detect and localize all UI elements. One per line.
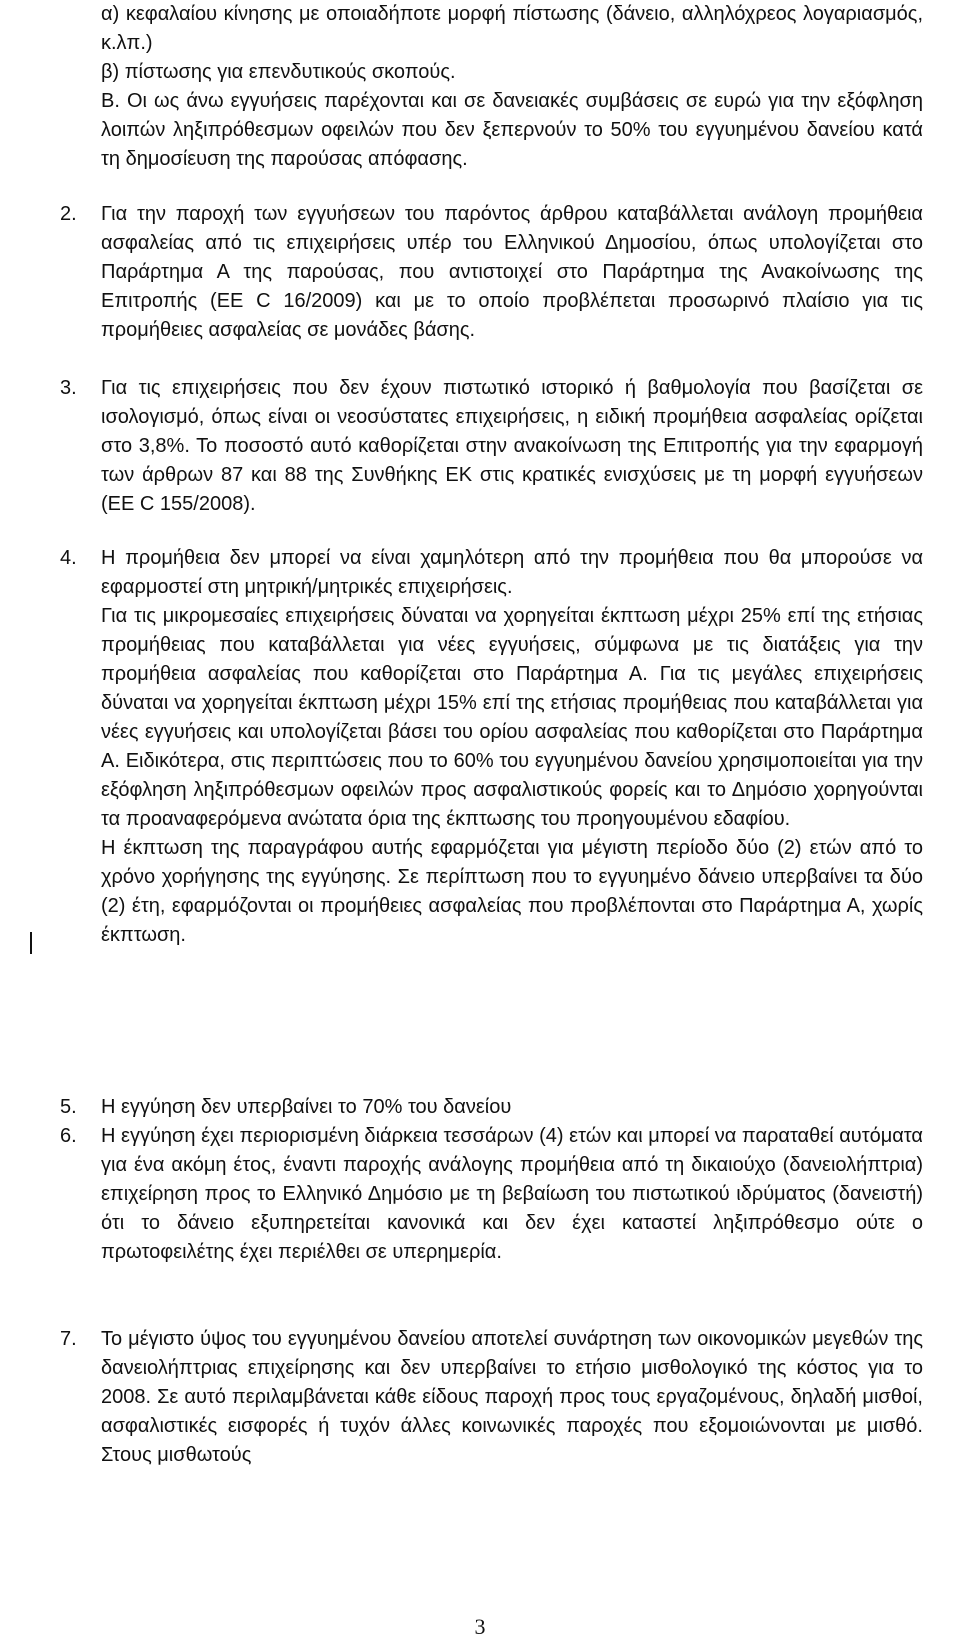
item-number-3: 3. (60, 377, 77, 399)
item-number-6: 6. (60, 1125, 77, 1147)
change-bar-marker (30, 932, 32, 954)
item-number-4: 4. (60, 547, 77, 569)
item-4-paragraph-1: Η προμήθεια δεν μπορεί να είναι χαμηλότερη από την προμήθεια που θα μπορούσε να εφαρμοστεί στη μητρική/μητρικές επιχειρήσεις. (101, 547, 923, 598)
item-4-paragraph-2: Για τις μικρομεσαίες επιχειρήσεις δύναται να χορηγείται έκπτωση μέχρι 25% επί της ετήσιας προμήθειας που καταβάλλεται για νέες εγγυήσεις, σύμφωνα με τις διατάξεις για την προμήθεια ασφαλείας που καθορίζεται στο Παράρτημα Α. Για τις μεγάλες επιχειρήσεις δύναται να χορηγείται έκπτωση μέχρι 15% επί της ετήσιας προμήθειας που καταβάλλεται για νέες εγγυήσεις και υπολογίζεται βάσει του ορίου ασφαλείας που καθορίζεται στο Παράρτημα Α. Ειδικότερα, στις περιπτώσεις που το 60% του εγγυημένου δανείου χρησιμοποιείται για την εξόφληση ληξιπρόθεσμων οφειλών προς ασφαλιστικούς φορείς και το Δημόσιο χορηγούνται τα προαναφερόμενα ανώτατα όρια της έκπτωσης του προηγουμένου εδαφίου. (101, 605, 923, 830)
intro-item-b (101, 58, 923, 87)
item-7-paragraph: Το μέγιστο ύψος του εγγυημένου δανείου αποτελεί συνάρτηση των οικονομικών μεγεθών της δανειολήπτριας επιχείρησης και δεν υπερβαίνει το ετήσιο μισθολογικό της κόστος για το 2008. Σε αυτό περιλαμβάνεται κάθε είδους παροχή προς τους εργαζομένους, δηλαδή μισθοί, ασφαλιστικές εισφορές ή τυχόν άλλες κοινωνικές παροχές που εξομοιώνονται με μισθό. Στους μισθωτούς (101, 1328, 923, 1466)
intro-line-b: β) πίστωσης για επενδυτικούς σκοπούς. (101, 61, 456, 83)
item-5-paragraph: Η εγγύηση δεν υπερβαίνει το 70% του δανείου (101, 1096, 512, 1118)
item-2 (101, 200, 923, 345)
item-7 (101, 1325, 923, 1470)
item-number-2: 2. (60, 203, 77, 225)
item-6-paragraph: Η εγγύηση έχει περιορισμένη διάρκεια τεσσάρων (4) ετών και μπορεί να παραταθεί αυτόματα για ένα ακόμη έτος, έναντι παροχής ανάλογης προμήθεια από τη δικαιούχο (δανειολήπτρια) επιχείρηση προς το Ελληνικό Δημόσιο με τη βεβαίωση του πιστωτικού ιδρύματος (δανειστή) ότι το δάνειο εξυπηρετείται κανονικά και δεν έχει καταστεί ληξιπρόθεσμο ούτε ο πρωτοφειλέτης έχει περιέλθει σε υπερημερία. (101, 1125, 923, 1263)
item-4 (101, 544, 923, 950)
item-6 (101, 1122, 923, 1267)
intro-item-a (101, 0, 923, 58)
page-number: 3 (474, 1614, 486, 1639)
item-number-7: 7. (60, 1328, 77, 1350)
item-number-5: 5. (60, 1096, 77, 1118)
item-3 (101, 374, 923, 519)
intro-line-a: α) κεφαλαίου κίνησης με οποιαδήποτε μορφή πίστωσης (δάνειο, αλληλόχρεος λογαριασμός, κ.λπ.) (101, 3, 923, 54)
intro-item-B (101, 87, 923, 174)
item-4-paragraph-3: Η έκπτωση της παραγράφου αυτής εφαρμόζεται για μέγιστη περίοδο δύο (2) ετών από το χρόνο χορήγησης της εγγύησης. Σε περίπτωση που το εγγυημένο δάνειο υπερβαίνει τα δύο (2) έτη, εφαρμόζονται οι προμήθειες ασφαλείας που προβλέπονται στο Παράρτημα Α, χωρίς έκπτωση. (101, 837, 923, 946)
intro-paragraph-B: Β. Οι ως άνω εγγυήσεις παρέχονται και σε δανειακές συμβάσεις σε ευρώ για την εξόφληση λοιπών ληξιπρόθεσμων οφειλών που δεν ξεπερνούν το 50% του εγγυημένου δανείου κατά τη δημοσίευση της παρούσας απόφασης. (101, 90, 923, 170)
item-5 (101, 1093, 923, 1122)
item-2-paragraph: Για την παροχή των εγγυήσεων του παρόντος άρθρου καταβάλλεται ανάλογη προμήθεια ασφαλείας από τις επιχειρήσεις υπέρ του Ελληνικού Δημοσίου, όπως υπολογίζεται στο Παράρτημα Α της παρούσας, που αντιστοιχεί στο Παράρτημα της Ανακοίνωσης της Επιτροπής (ΕΕ C 16/2009) και με το οποίο προβλέπεται προσωρινό πλαίσιο για τις προμήθειες ασφαλείας σε μονάδες βάσης. (101, 203, 923, 341)
item-3-paragraph: Για τις επιχειρήσεις που δεν έχουν πιστωτικό ιστορικό ή βαθμολογία που βασίζεται σε ισολογισμό, όπως είναι οι νεοσύστατες επιχειρήσεις, η ειδική προμήθεια ασφαλείας ορίζεται στο 3,8%. Το ποσοστό αυτό καθορίζεται στην ανακοίνωση της Επιτροπής για την εφαρμογή των άρθρων 87 και 88 της Συνθήκης ΕΚ στις κρατικές ενισχύσεις με τη μορφή εγγυήσεων (ΕΕ C 155/2008). (101, 377, 923, 515)
